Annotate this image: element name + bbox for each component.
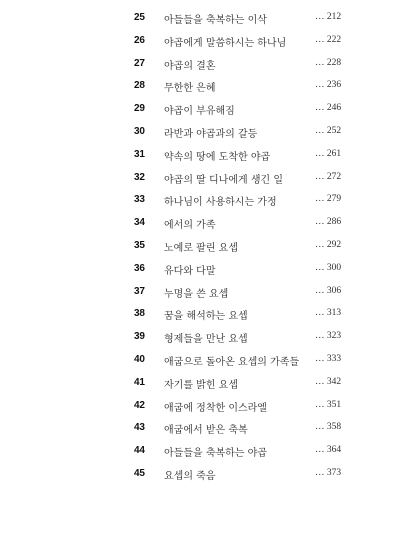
chapter-title: 무한한 은혜 (164, 83, 216, 95)
chapter-number: 34 (134, 217, 145, 229)
page-number: … 279 (315, 194, 342, 205)
chapter-number: 39 (134, 331, 145, 343)
toc-entry (0, 54, 420, 77)
chapter-number: 27 (134, 57, 145, 69)
page-number: … 228 (315, 57, 342, 68)
chapter-number: 38 (134, 308, 145, 320)
page-number: … 373 (315, 467, 342, 478)
chapter-number: 28 (134, 80, 145, 92)
toc-entry (0, 373, 420, 396)
page-number: … 364 (315, 445, 342, 456)
chapter-number: 42 (134, 399, 145, 411)
page-number: … 306 (315, 285, 342, 296)
page-number: … 272 (315, 171, 342, 182)
chapter-title: 라반과 야곱과의 갈등 (164, 128, 258, 140)
toc-entry (0, 145, 420, 168)
toc-entry (0, 236, 420, 259)
chapter-number: 36 (134, 262, 145, 274)
chapter-title: 아들들을 축복하는 이삭 (164, 15, 267, 26)
toc-entry (0, 190, 420, 213)
toc-entry (0, 418, 420, 441)
chapter-title: 애굽으로 돌아온 요셉의 가족들 (164, 356, 300, 368)
page-number: … 333 (315, 353, 342, 364)
toc-entry (0, 396, 420, 419)
chapter-number: 40 (134, 353, 145, 365)
toc-entry (0, 122, 420, 145)
page-number: … 261 (315, 148, 342, 159)
toc-entry (0, 441, 420, 464)
page-number: … 300 (315, 262, 342, 273)
chapter-title: 야곱의 결혼 (164, 60, 216, 72)
page-number: … 286 (315, 217, 342, 228)
chapter-number: 29 (134, 103, 145, 115)
page-number: … 252 (315, 125, 342, 136)
toc-entry (0, 304, 420, 327)
page-number: … 358 (315, 422, 342, 433)
page-number: … 313 (315, 308, 342, 319)
page-number: … 292 (315, 239, 342, 250)
page-number: … 342 (315, 376, 342, 387)
chapter-title: 애굽에서 받은 축복 (164, 425, 248, 437)
table-of-contents (0, 8, 420, 487)
page-number: … 323 (315, 331, 342, 342)
chapter-title: 자기를 밝힌 요셉 (164, 379, 238, 391)
chapter-title: 하나님이 사용하시는 가정 (164, 197, 277, 209)
toc-entry (0, 168, 420, 191)
chapter-title: 누명을 쓴 요셉 (164, 288, 229, 300)
chapter-title: 약속의 땅에 도착한 야곱 (164, 151, 271, 163)
chapter-title: 야곱에게 말씀하시는 하나님 (164, 37, 287, 49)
chapter-title: 꿈을 해석하는 요셉 (164, 311, 248, 323)
page-number: … 236 (315, 80, 342, 91)
chapter-number: 26 (134, 34, 145, 46)
chapter-number: 45 (134, 467, 145, 479)
chapter-title: 야곱이 부유해짐 (164, 106, 235, 118)
chapter-title: 요셉의 죽음 (164, 470, 216, 482)
toc-entry (0, 350, 420, 373)
chapter-number: 43 (134, 422, 145, 434)
chapter-number: 37 (134, 285, 145, 297)
chapter-number: 25 (134, 12, 145, 23)
chapter-number: 35 (134, 239, 145, 251)
toc-entry (0, 8, 420, 31)
page-number: … 212 (315, 12, 342, 22)
chapter-title: 야곱의 딸 디나에게 생긴 일 (164, 174, 283, 186)
page-number: … 246 (315, 103, 342, 114)
chapter-number: 41 (134, 376, 145, 388)
toc-entry (0, 327, 420, 350)
chapter-number: 44 (134, 445, 145, 457)
chapter-title: 노예로 팔린 요셉 (164, 242, 238, 254)
toc-entry (0, 259, 420, 282)
chapter-number: 32 (134, 171, 145, 183)
chapter-title: 애굽에 정착한 이스라엘 (164, 402, 267, 414)
chapter-number: 33 (134, 194, 145, 206)
page-number: … 351 (315, 399, 342, 410)
toc-entry (0, 76, 420, 99)
chapter-number: 30 (134, 125, 145, 137)
chapter-title: 에서의 가족 (164, 220, 216, 232)
page-number: … 222 (315, 34, 342, 45)
chapter-number: 31 (134, 148, 145, 160)
toc-entry (0, 282, 420, 305)
toc-entry (0, 213, 420, 236)
toc-entry (0, 464, 420, 487)
toc-entry (0, 99, 420, 122)
chapter-title: 유다와 다말 (164, 265, 216, 277)
chapter-title: 아들들을 축복하는 야곱 (164, 448, 267, 460)
chapter-title: 형제들을 만난 요셉 (164, 334, 248, 346)
toc-entry (0, 31, 420, 54)
